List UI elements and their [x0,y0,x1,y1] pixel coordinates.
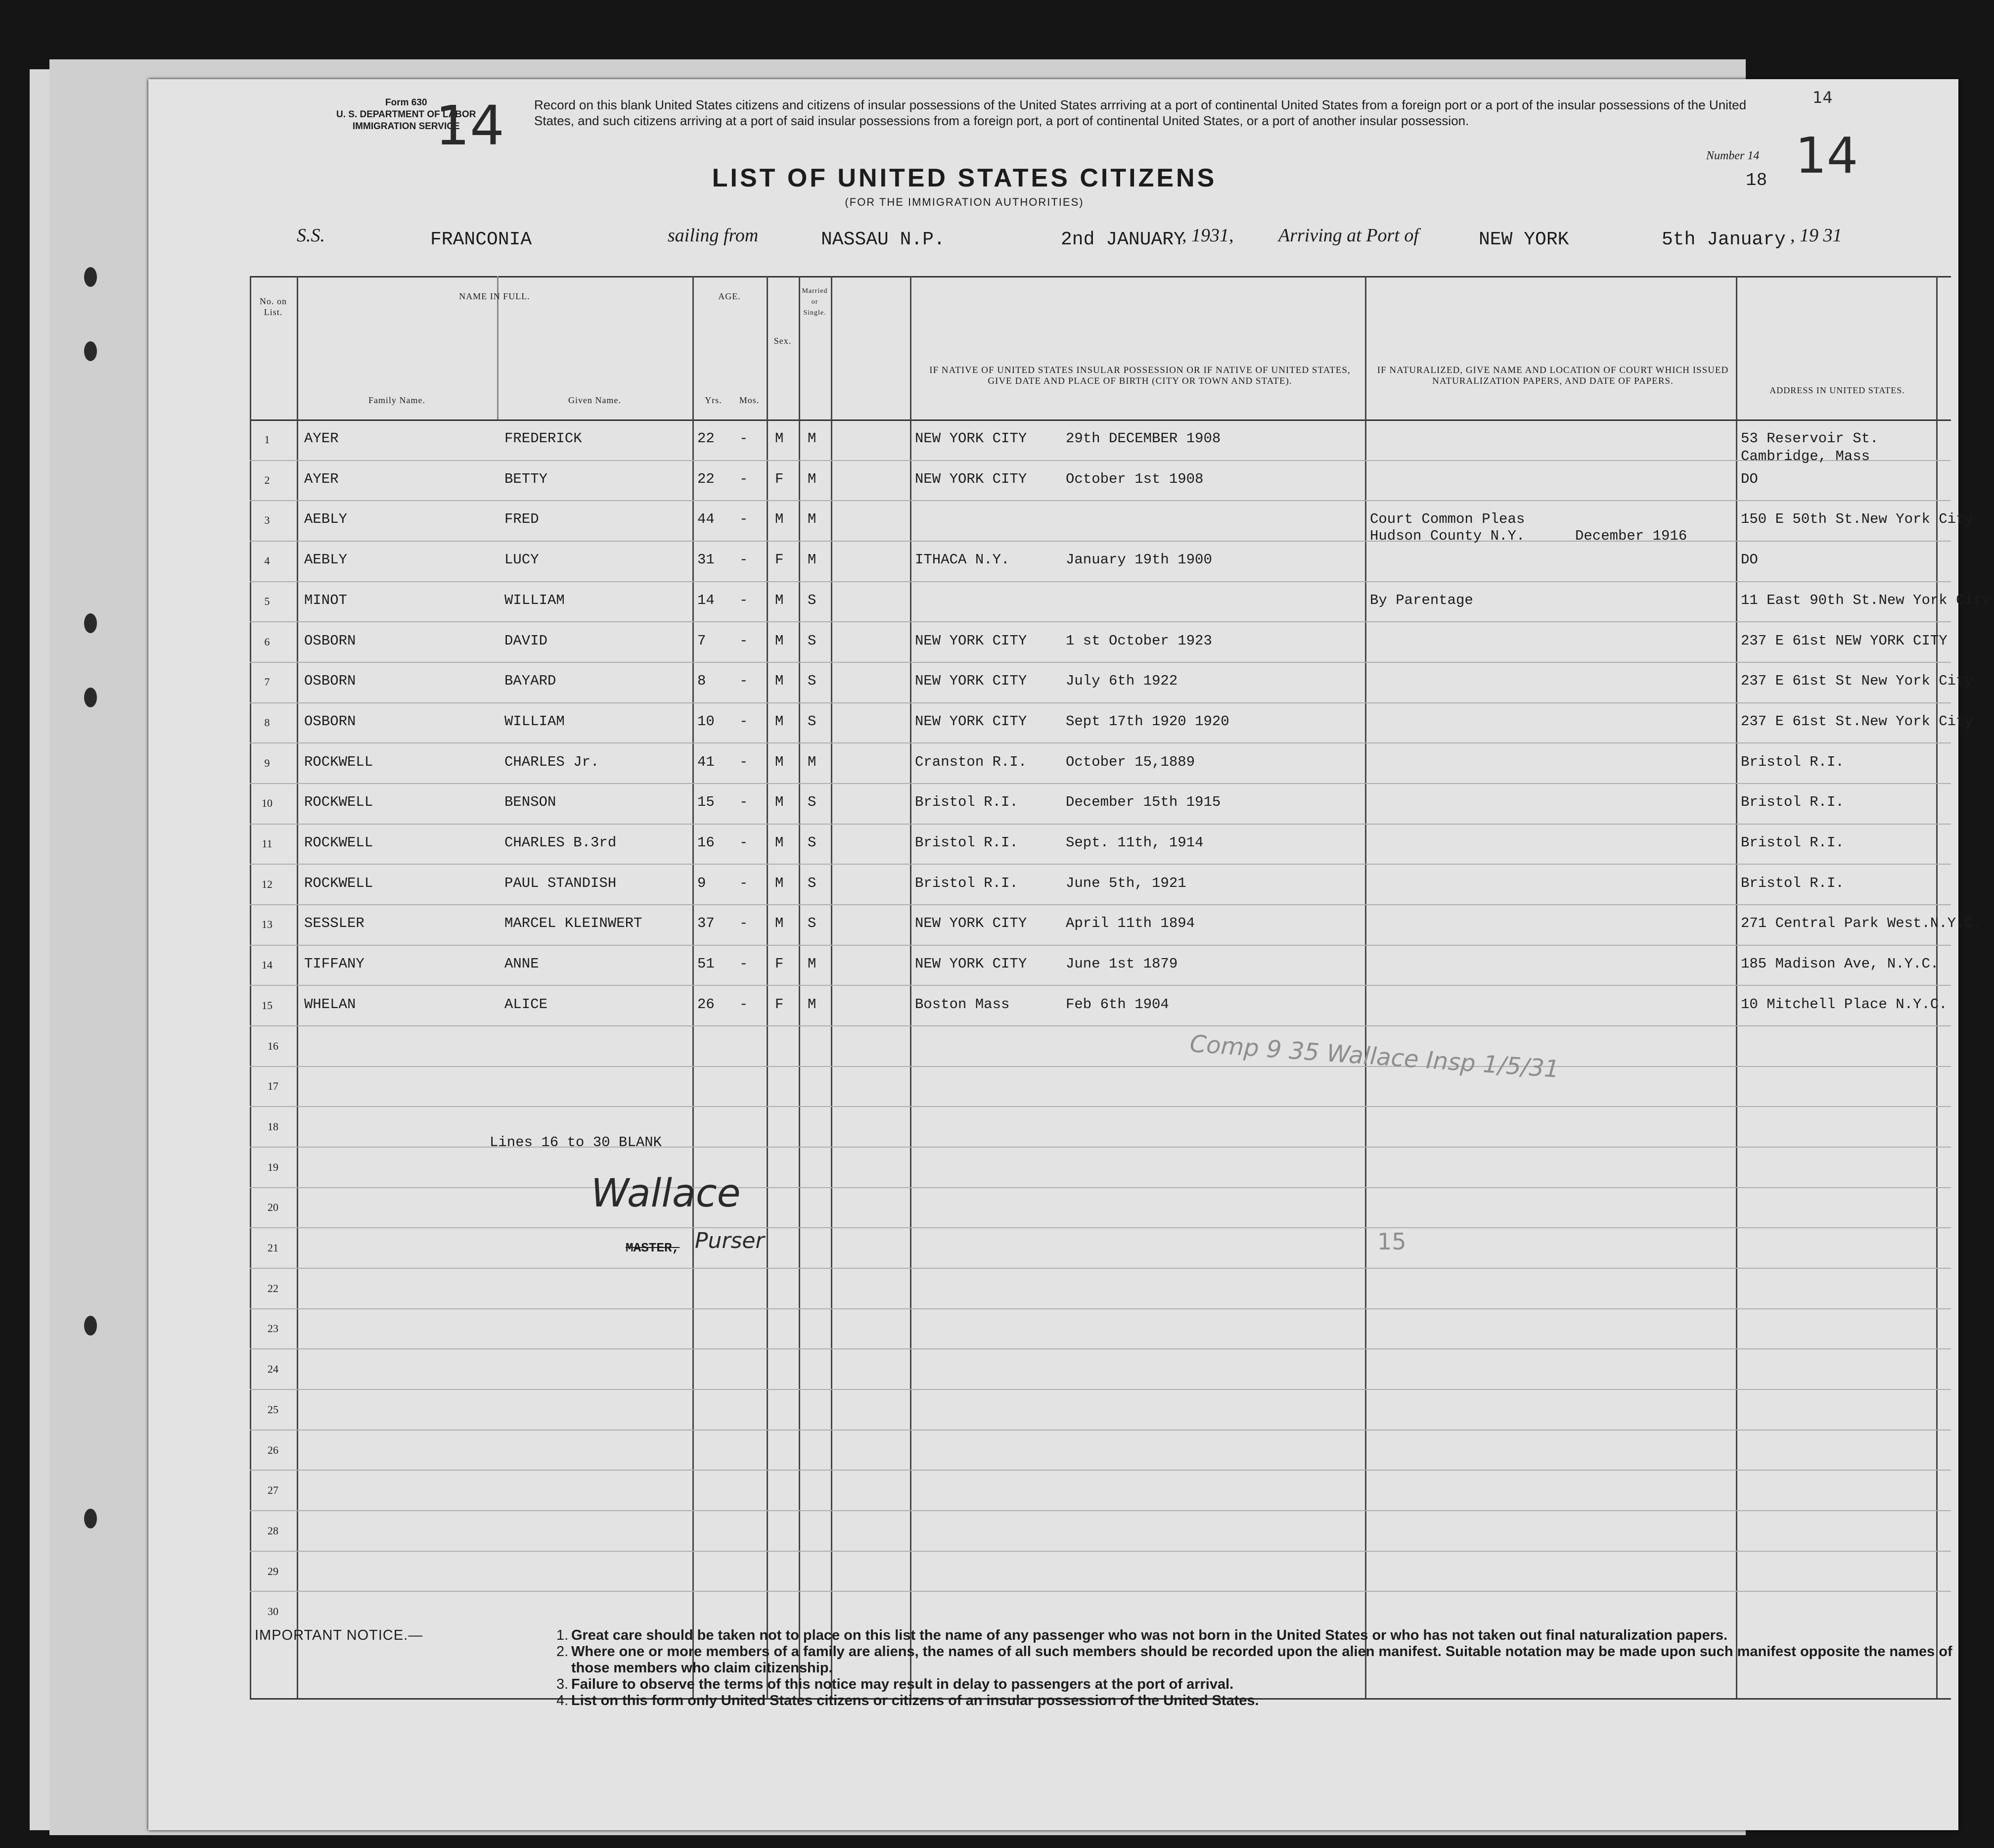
sex: M [775,834,784,851]
sex: M [775,632,784,649]
marital-status: S [808,673,816,690]
marital-status: S [808,592,816,608]
address-line-2: Cambridge, Mass [1741,448,1870,464]
family-name: AEBLY [304,552,348,568]
number-label: Number 14 [1706,149,1760,162]
birth-date: 1 st October 1923 [1066,632,1212,649]
given-name: DAVID [504,632,548,649]
family-name: ROCKWELL [304,834,373,851]
birth-place: Bristol R.I. [915,834,1018,851]
sex: F [775,470,784,487]
marital-status: M [808,511,816,528]
address: 150 E 50th St.New York City [1741,511,1973,528]
address: 185 Madison Ave, N.Y.C. [1741,956,1939,972]
family-name: SESSLER [304,915,364,932]
age-years: 44 [697,511,715,528]
birth-place: NEW YORK CITY [915,470,1027,487]
given-name: LUCY [504,552,539,568]
birth-date: April 11th 1894 [1066,915,1195,932]
notice-item [556,1693,1986,1709]
header-no: No. on List. [260,296,287,317]
marital-status: M [808,470,816,487]
marital-status: M [808,956,816,972]
row-number: 9 [264,756,270,769]
marital-status: M [808,753,816,770]
binder-hole [84,341,97,361]
binder-hole [84,1316,97,1336]
family-name: OSBORN [304,673,356,690]
birth-date: Feb 6th 1904 [1066,996,1169,1013]
birth-place: NEW YORK CITY [915,956,1027,972]
family-name: OSBORN [304,632,356,649]
sex: M [775,592,784,608]
address: Bristol R.I. [1741,875,1844,891]
sex: M [775,511,784,528]
birth-place: NEW YORK CITY [915,915,1027,932]
header-given-name: Given Name. [568,395,621,405]
notice-item-text: Where one or more members of a family are aliens, the names of all such members should be recorded upon the alien manifest. Suitable notation may be made upon such manifest opposite the names of those members who claim citizenship. [571,1644,1952,1676]
manifest-table [250,276,1991,1698]
lines-blank-note: Lines 16 to 30 BLANK [490,1134,662,1151]
age-years: 22 [697,470,715,487]
address: 237 E 61st St.New York City [1741,713,1973,730]
row-number: 3 [264,514,270,527]
family-name: AYER [304,470,339,487]
birth-place: Bristol R.I. [915,875,1018,891]
master-label: MASTER, [626,1241,680,1255]
header-yrs: Yrs. [705,395,722,405]
address: DO [1741,552,1758,568]
number-small: 14 [1813,88,1833,107]
address: Bristol R.I. [1741,753,1844,770]
row-number: 6 [264,635,270,648]
birth-place: NEW YORK CITY [915,673,1027,690]
age-months: - [739,713,748,730]
blank-row-number: 19 [268,1160,278,1173]
header-birth: IF NATIVE OF UNITED STATES INSULAR POSSESSION OR IF NATIVE OF UNITED STATES, GIVE DATE AND PLACE OF BIRTH (CITY OR TOWN AND STATE). [929,365,1351,386]
blank-row-number: 21 [268,1242,278,1254]
family-name: OSBORN [304,713,356,730]
birth-date: January 19th 1900 [1066,552,1212,568]
address: 237 E 61st NEW YORK CITY [1741,632,1948,649]
age-years: 14 [697,592,715,608]
notice-item [556,1644,1986,1676]
age-years: 16 [697,834,715,851]
header-address: ADDRESS IN UNITED STATES. [1769,385,1905,395]
given-name: BAYARD [504,673,556,690]
age-months: - [739,430,748,447]
blank-row-number: 22 [268,1282,278,1294]
department-name: U. S. DEPARTMENT OF LABOR [336,109,476,120]
marital-status: M [808,552,816,568]
sex: M [775,430,784,447]
blank-row-number: 29 [268,1565,278,1577]
address: 11 East 90th St.New York City [1741,592,1991,608]
naturalization-date: December 1916 [1575,528,1687,545]
age-years: 37 [697,915,715,932]
given-name: BETTY [504,470,548,487]
header-naturalized: IF NATURALIZED, GIVE NAME AND LOCATION OF COURT WHICH ISSUED NATURALIZATION PAPERS, AND DATE OF PAPERS. [1377,365,1729,386]
signature: Wallace [591,1171,741,1216]
sailing-label: sailing from [668,225,759,246]
age-months: - [739,632,748,649]
naturalization: By Parentage [1370,592,1473,608]
header-married: Married or Single. [802,287,828,317]
from-port: NASSAU N.P. [821,229,945,250]
family-name: ROCKWELL [304,875,373,891]
birth-date: October 1st 1908 [1066,470,1204,487]
birth-date: June 5th, 1921 [1066,875,1186,891]
marital-status: S [808,794,816,811]
birth-date: December 15th 1915 [1066,794,1221,811]
row-number: 7 [264,676,270,689]
sex: F [775,552,784,568]
form-number: Form 630 [385,97,427,108]
row-number: 10 [262,797,272,810]
blank-row-number: 17 [268,1080,278,1093]
family-name: WHELAN [304,996,356,1013]
header-sex: Sex. [773,336,792,346]
row-number: 2 [264,473,270,486]
sheet-number: 18 [1746,170,1767,190]
address: Bristol R.I. [1741,794,1844,811]
age-years: 41 [697,753,715,770]
marital-status: S [808,915,816,932]
sex: M [775,673,784,690]
age-years: 31 [697,552,715,568]
given-name: MARCEL KLEINWERT [504,915,642,932]
age-years: 8 [697,673,706,690]
header-name-in-full: NAME IN FULL. [459,291,530,301]
birth-place: Boston Mass [915,996,1010,1013]
binder-hole [84,688,97,707]
tally-mark: 15 [1377,1228,1406,1255]
notice-item-number: 4. [556,1693,569,1709]
family-name: TIFFANY [304,956,364,972]
address: Bristol R.I. [1741,834,1844,851]
age-years: 51 [697,956,715,972]
birth-place: NEW YORK CITY [915,713,1027,730]
age-years: 10 [697,713,715,730]
family-name: AYER [304,430,339,447]
age-months: - [739,996,748,1013]
blank-row-number: 30 [268,1605,278,1618]
sex: M [775,915,784,932]
birth-date: October 15,1889 [1066,753,1195,770]
arriving-label: Arriving at Port of [1278,225,1419,246]
birth-date: Sept 17th 1920 1920 [1066,713,1229,730]
to-port: NEW YORK [1479,229,1569,250]
birth-place: Bristol R.I. [915,794,1018,811]
arrive-year: , 19 31 [1790,225,1842,246]
given-name: ALICE [504,996,548,1013]
given-name: PAUL STANDISH [504,875,617,891]
notice-item-text: Failure to observe the terms of this notice may result in delay to passengers at the port of arrival. [571,1676,1234,1692]
given-name: WILLIAM [504,592,565,608]
family-name: ROCKWELL [304,794,373,811]
birth-date: June 1st 1879 [1066,956,1178,972]
address: DO [1741,470,1758,487]
birth-date: 29th DECEMBER 1908 [1066,430,1221,447]
given-name: CHARLES Jr. [504,753,599,770]
naturalization: Court Common Pleas [1370,511,1525,528]
number-handwritten: 14 [1795,127,1858,185]
notice-item-number: 1. [556,1627,569,1643]
naturalization-line-2: Hudson County N.Y. [1370,528,1525,545]
marital-status: M [808,430,816,447]
blank-row-number: 26 [268,1443,278,1456]
given-name: ANNE [504,956,539,972]
depart-year: , 1931, [1182,225,1234,246]
binder-hole [84,1509,97,1528]
ship-name: FRANCONIA [430,229,532,250]
form-title: LIST OF UNITED STATES CITIZENS [712,164,1217,192]
notice-item [556,1627,1986,1644]
arrive-date: 5th January [1662,229,1786,250]
blank-row-number: 28 [268,1524,278,1537]
birth-place: NEW YORK CITY [915,430,1027,447]
given-name: WILLIAM [504,713,565,730]
birth-date: Sept. 11th, 1914 [1066,834,1204,851]
inspector-note: Comp 9 35 Wallace Insp 1/5/31 [1188,1029,1560,1084]
family-name: AEBLY [304,511,348,528]
notice-item-number: 2. [556,1644,569,1660]
manifest-sheet [148,79,1991,1830]
notice-item [556,1676,1986,1693]
age-months: - [739,956,748,972]
notice-item-number: 3. [556,1676,569,1692]
address: 237 E 61st St New York City [1741,673,1973,690]
address: 271 Central Park West.N.Y.C. [1741,915,1982,932]
header-mos: Mos. [739,395,760,405]
row-number: 12 [262,878,272,890]
sex: M [775,713,784,730]
binder-hole [84,267,97,287]
row-number: 15 [262,999,272,1012]
age-months: - [739,673,748,690]
age-months: - [739,915,748,932]
age-years: 9 [697,875,706,891]
age-months: - [739,470,748,487]
age-years: 22 [697,430,715,447]
handwritten-mark: 14 [435,94,504,157]
age-years: 26 [697,996,715,1013]
sex: M [775,753,784,770]
row-number: 14 [262,959,272,971]
binder-hole [84,613,97,633]
age-years: 15 [697,794,715,811]
depart-date: 2nd JANUARY [1061,229,1185,250]
record-instructions: Record on this blank United States citizens and citizens of insular possessions of the United States arrriving at a port of continental United States from a foreign port or a port of the insular possessions of the United States, and such citizens arriving at a port of said insular possessions from a foreign port, a port of continental United States, or a port of another insular possession. [534,97,1747,128]
age-months: - [739,592,748,608]
notice-item-text: List on this form only United States citizens or citizens of an insular possession of the United States. [571,1693,1259,1709]
given-name: CHARLES B.3rd [504,834,617,851]
age-months: - [739,834,748,851]
blank-row-number: 23 [268,1322,278,1335]
blank-row-number: 27 [268,1484,278,1497]
row-number: 8 [264,716,270,729]
form-subtitle: (FOR THE IMMIGRATION AUTHORITIES) [845,196,1084,208]
age-months: - [739,875,748,891]
sex: M [775,794,784,811]
marital-status: M [808,996,816,1013]
blank-row-number: 25 [268,1403,278,1416]
sex: M [775,875,784,891]
family-name: MINOT [304,592,348,608]
row-number: 11 [262,837,272,850]
age-months: - [739,753,748,770]
marital-status: S [808,713,816,730]
age-months: - [739,552,748,568]
marital-status: S [808,632,816,649]
purser-label: Purser [695,1228,765,1253]
address: 53 Reservoir St. [1741,430,1879,447]
marital-status: S [808,834,816,851]
row-number: 5 [264,595,270,607]
birth-date: July 6th 1922 [1066,673,1178,690]
service-name: IMMIGRATION SERVICE [352,121,460,132]
birth-place: NEW YORK CITY [915,632,1027,649]
notice-lead: IMPORTANT NOTICE.— [255,1627,423,1643]
given-name: FREDERICK [504,430,582,447]
birth-place: Cranston R.I. [915,753,1027,770]
blank-row-number: 24 [268,1363,278,1376]
sex: F [775,956,784,972]
blank-row-number: 18 [268,1120,278,1133]
given-name: BENSON [504,794,556,811]
age-months: - [739,511,748,528]
blank-row-number: 20 [268,1201,278,1214]
blank-row-number: 16 [268,1039,278,1052]
ss-label: S.S. [297,225,325,246]
marital-status: S [808,875,816,891]
row-number: 13 [262,918,272,931]
family-name: ROCKWELL [304,753,373,770]
row-number: 4 [264,554,270,567]
age-years: 7 [697,632,706,649]
header-family-name: Family Name. [368,395,425,405]
birth-place: ITHACA N.Y. [915,552,1010,568]
notice-item-text: Great care should be taken not to place on this list the name of any passenger who was not born in the United States or who has not taken out final naturalization papers. [571,1627,1728,1643]
given-name: FRED [504,511,539,528]
sex: F [775,996,784,1013]
age-months: - [739,794,748,811]
address: 10 Mitchell Place N.Y.C. [1741,996,1948,1013]
header-age: AGE. [718,291,741,301]
row-number: 1 [264,433,270,446]
